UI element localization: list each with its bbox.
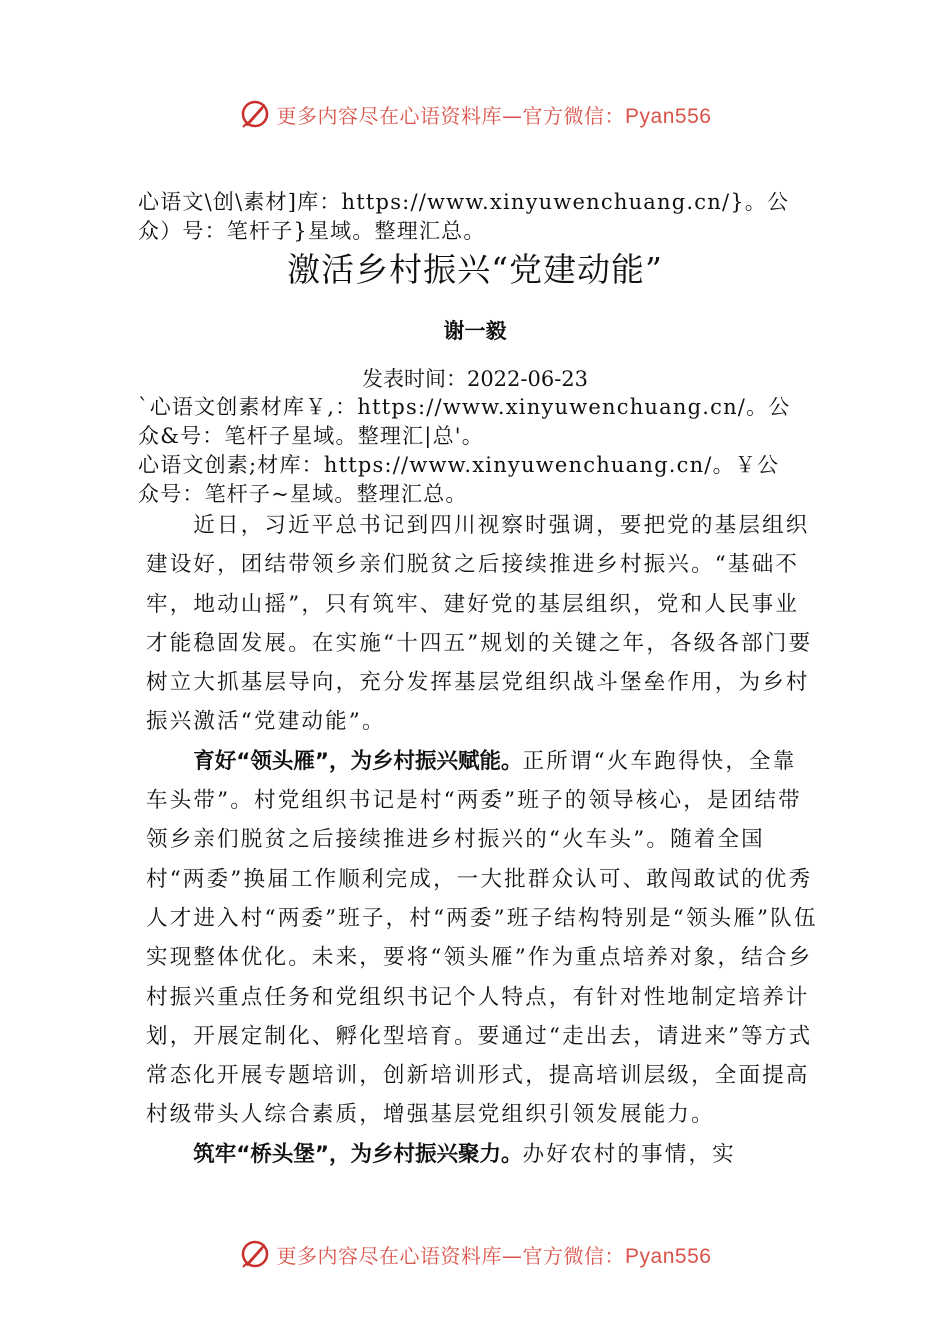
source-note-1 <box>138 188 828 246</box>
pen-seal-logo-icon <box>239 1238 271 1270</box>
article-title: 激活乡村振兴“党建动能” <box>287 250 663 289</box>
paragraph-text: 正所谓“火车跑得快，全靠车头带”。村党组织书记是村“两委”班子的领导核心，是团结带领乡亲们脱贫之后接续推进乡村振兴的“火车头”。随着全国村“两委”换届工作顺利完成，一大批群众认可、敢闯敢试的优秀人才进入村“两委”班子，村“两委”班子结构特别是“领头雁”队伍实现整体优化。未来，要将“领头雁”作为重点培养对象，结合乡村振兴重点任务和党组织书记个人特点，有针对性地制定培养计划，开展定制化、孵化型培育。要通过“走出去，请进来”等方式常态化开展专题培训，创新培训形式，提高培训层级，全面提高村级带头人综合素质，增强基层党组织引领发展能力。 <box>146 748 818 1128</box>
source-note-2 <box>138 393 828 509</box>
source-note-line: 众）号：笔杆子}星域。整理汇总。 <box>138 219 486 243</box>
paragraph-text: 办好农村的事情，实 <box>522 1141 736 1167</box>
body-paragraph <box>146 1135 818 1174</box>
wechat-id: Pyan556 <box>625 1244 712 1268</box>
source-note-line: `心语文创素材库￥,：https://www.xinyuwenchuang.cn/。公 <box>138 395 791 419</box>
article-body <box>146 506 818 1174</box>
article-date: 发表时间：2022-06-23 <box>361 367 589 391</box>
paragraph-lead: 筑牢“桥头堡”，为乡村振兴聚力。 <box>193 1141 523 1167</box>
paragraph-lead: 育好“领头雁”，为乡村振兴赋能。 <box>193 748 523 774</box>
header-banner <box>0 94 950 134</box>
body-paragraph <box>146 506 818 742</box>
source-note-line: 心语文创素;材库：https://www.xinyuwenchuang.cn/。￥公 <box>138 453 780 477</box>
banner-text: 更多内容尽在心语资料库—官方微信：Pyan556 <box>276 103 712 128</box>
source-note-line: 心语文\创\素材]库：https://www.xinyuwenchuang.cn/}。公 <box>138 190 790 214</box>
pen-seal-logo-icon <box>239 98 271 130</box>
banner-text: 更多内容尽在心语资料库—官方微信：Pyan556 <box>276 1243 712 1268</box>
body-paragraph <box>146 742 818 1135</box>
wechat-id: Pyan556 <box>625 104 712 128</box>
article-author: 谢一毅 <box>443 318 507 343</box>
paragraph-text: 近日，习近平总书记到四川视察时强调，要把党的基层组织建设好，团结带领乡亲们脱贫之后接续推进乡村振兴。“基础不牢，地动山摇”，只有筑牢、建好党的基层组织，党和人民事业才能稳固发展。在实施“十四五”规划的关键之年，各级各部门要树立大抓基层导向，充分发挥基层党组织战斗堡垒作用，为乡村振兴激活“党建动能”。 <box>146 513 813 735</box>
source-note-line: 众号：笔杆子~星域。整理汇总。 <box>138 482 468 506</box>
source-note-line: 众&号：笔杆子星域。整理汇|总'。 <box>138 424 484 448</box>
footer-banner <box>0 1234 950 1274</box>
